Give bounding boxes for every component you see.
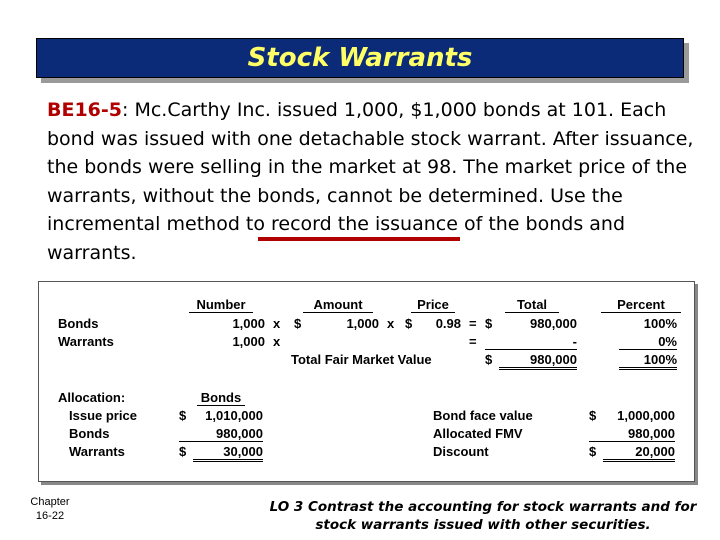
dollar-sign: $ <box>405 316 413 331</box>
fmv-label: Total Fair Market Value <box>291 352 432 367</box>
problem-code: BE16-5 <box>47 99 123 121</box>
allocation-item-value: 30,000 <box>193 444 263 462</box>
times-sign: x <box>387 316 395 331</box>
problem-text <box>47 96 697 267</box>
dollar-sign: $ <box>589 408 597 423</box>
row-label: Warrants <box>58 334 114 349</box>
problem-body: : Mc.Carthy Inc. issued 1,000, $1,000 bonds at 101. Each bond was issued with one detachable stock warrant. After issuance, the bonds were selling in the market at 98. The market price of the warrants, without the bonds, cannot be determined. Use the incremental method to record the issuance of the bonds and warrants. <box>47 99 694 264</box>
title-bar <box>36 38 684 78</box>
row-percent: 0% <box>619 334 677 350</box>
dollar-sign: $ <box>485 352 493 367</box>
row-number: 1,000 <box>232 334 265 349</box>
times-sign: x <box>273 334 281 349</box>
row-amount: 1,000 <box>346 316 379 331</box>
allocation-item-label: Issue price <box>69 408 137 423</box>
equals-sign: = <box>469 334 477 349</box>
dollar-sign: $ <box>589 444 597 459</box>
dollar-sign: $ <box>179 408 187 423</box>
header-total: Total <box>505 297 559 313</box>
learning-objective: LO 3 Contrast the accounting for stock warrants and for stock warrants issued with other securities. <box>269 499 697 533</box>
row-total: - <box>485 334 577 350</box>
equals-sign: = <box>469 316 477 331</box>
chapter-page: 16-22 <box>35 510 65 522</box>
right-item-value: 1,000,000 <box>617 408 675 423</box>
times-sign: x <box>273 316 281 331</box>
fmv-total: 980,000 <box>499 352 577 370</box>
calculation-table <box>38 281 695 482</box>
allocation-header: Bonds <box>197 390 245 406</box>
row-price: 0.98 <box>435 316 461 331</box>
allocation-item-value: 1,010,000 <box>205 408 263 423</box>
allocation-label: Allocation: <box>58 390 126 405</box>
header-price: Price <box>411 297 455 313</box>
row-number: 1,000 <box>232 316 265 331</box>
header-number: Number <box>189 297 253 313</box>
right-item-value: 980,000 <box>589 426 675 442</box>
row-percent: 100% <box>643 316 677 331</box>
row-total: 980,000 <box>530 316 577 331</box>
emphasis-underline <box>258 237 460 241</box>
dollar-sign: $ <box>294 316 302 331</box>
right-item-label: Discount <box>433 444 489 459</box>
header-amount: Amount <box>303 297 373 313</box>
dollar-sign: $ <box>179 444 187 459</box>
chapter-label <box>28 495 72 523</box>
allocation-item-label: Warrants <box>69 444 125 459</box>
right-item-label: Allocated FMV <box>433 426 523 441</box>
dollar-sign: $ <box>485 316 493 331</box>
fmv-percent: 100% <box>619 352 677 370</box>
allocation-item-value: 980,000 <box>179 426 263 442</box>
page-title: Stock Warrants <box>247 43 473 73</box>
allocation-item-label: Bonds <box>69 426 110 441</box>
right-item-value: 20,000 <box>603 444 675 462</box>
right-item-label: Bond face value <box>433 408 533 423</box>
row-label: Bonds <box>58 316 99 331</box>
header-percent: Percent <box>601 297 681 313</box>
chapter-text: Chapter <box>30 496 70 508</box>
